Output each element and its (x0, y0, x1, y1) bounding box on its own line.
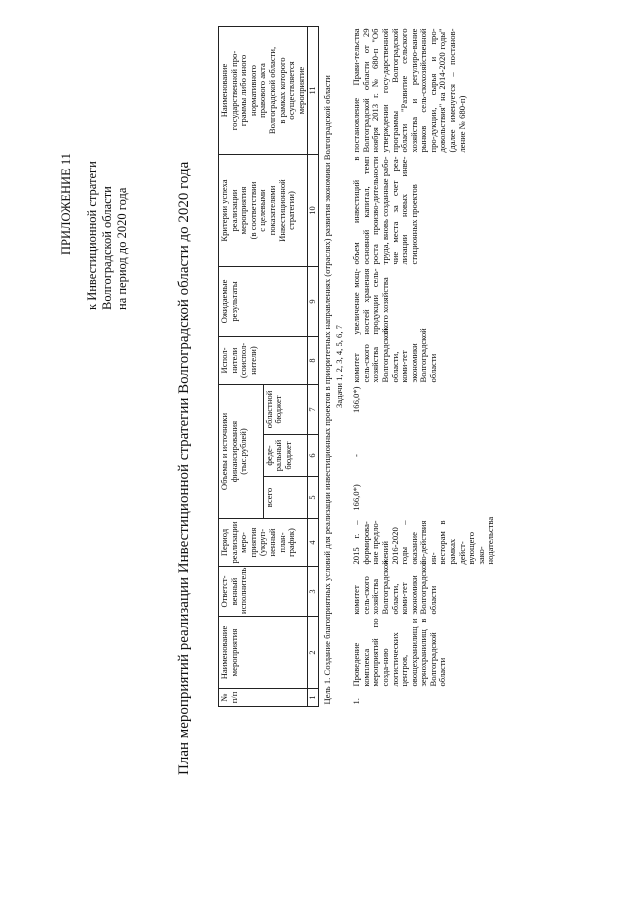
row-executors: комитет сель-ского хозяйства Волгоградской области, коми-тет экономики Волгоградской области (351, 328, 438, 383)
row-total: 166,0*) (351, 484, 362, 511)
table-row (346, 27, 497, 707)
appendix-line-2: Волгоградской области (100, 186, 114, 310)
goal-row (318, 27, 334, 707)
table-header-row (219, 27, 264, 707)
row-responsible: комитет сель-ского хозяйства Волгоградской области, коми-тет экономики Волгоградской области (351, 560, 438, 615)
appendix-line-3: на период до 2020 года (115, 187, 129, 310)
column-number: 6 (308, 435, 319, 477)
row-criteria: объем инвестиций в основной капитал, темп роста произво-дительности труда, вновь созданные рабо-чие места за счет реа-лизации новых инве-стиционных проектов (351, 156, 419, 265)
column-number: 1 (308, 689, 319, 707)
tasks-row (335, 27, 347, 707)
column-number: 4 (308, 519, 319, 567)
row-program: постановление Прави-тельства Волгоградской области от 29 ноября 2013 г. № 680-п "Об утверждении госу-дарственной программы Волгоградской области "Развитие сельского хозяйства и регулиро-вание рынков сель-скохозяйственной про-дукции, сырья и про-довольствия" на 2014-2020 годы" (далее именуется – постанов-ление № 680-п) (351, 28, 467, 153)
header-executors: Испол- нители (соиспол- нители) (219, 337, 308, 385)
header-name: Наименование мероприятия (219, 617, 308, 689)
header-period: Период реализации меро- приятия (укруп- ненный план- график) (219, 519, 308, 567)
header-program: Наименование государственной про- граммы либо иного нормативного правового акта Волгоградской области, в рамках которого осуществляется мероприятие (219, 27, 308, 155)
header-regional: областной бюджет (263, 385, 308, 435)
goal-text: Цель 1. Создание благоприятных условий для реализации инвестиционных проектов в приоритетных направлениях (отраслях) развития экономики Волгоградской области (321, 75, 332, 705)
column-number: 5 (308, 477, 319, 519)
column-number: 8 (308, 337, 319, 385)
tasks-text: Задачи 1, 2, 3, 4, 5, 6, 7 (333, 325, 344, 408)
header-num: № п/п (219, 689, 308, 707)
row-period: 2015 г. – формирова-ние предло-жений 2016-2020 годы – оказание со-действия ин-весторам в рамках дейст-вующего зако-нодательства (351, 516, 496, 565)
row-num: 1. (351, 698, 362, 705)
header-criteria: Критерии успеха реализации мероприятия (в соответствии с целевыми показателями Инвестиционной стратегии) (219, 155, 308, 267)
column-number: 2 (308, 617, 319, 689)
column-number-row (308, 27, 319, 707)
row-name: Проведение комплекса мероприятий по созда-нию логистических центров, овощехранилищ и зернохранилищ в Волгоградской области (351, 618, 448, 687)
column-number: 9 (308, 267, 319, 337)
appendix-line-1: к Инвестиционной стратеги (85, 161, 99, 310)
column-number: 11 (308, 27, 319, 155)
header-results: Ожидаемые результаты (219, 267, 308, 337)
row-federal: - (351, 454, 362, 457)
row-results: увеличение мощ-ностей хранения продукции сель-ского хозяйства (351, 268, 390, 335)
header-federal: феде- ральный бюджет (263, 435, 308, 477)
appendix-number: ПРИЛОЖЕНИЕ 11 (59, 153, 73, 255)
header-total: всего (263, 477, 308, 519)
column-number: 3 (308, 567, 319, 617)
header-funding: Объемы и источники финансирования (тыс.рублей) (219, 385, 264, 519)
plan-table (218, 26, 497, 707)
header-responsible: Ответст- венный исполнитель (219, 567, 308, 617)
page-title: План мероприятий реализации Инвестиционной стратегии Волгоградской области до 2020 года (176, 161, 192, 775)
column-number: 10 (308, 155, 319, 267)
row-regional: 166,0*) (351, 386, 362, 413)
column-number: 7 (308, 385, 319, 435)
